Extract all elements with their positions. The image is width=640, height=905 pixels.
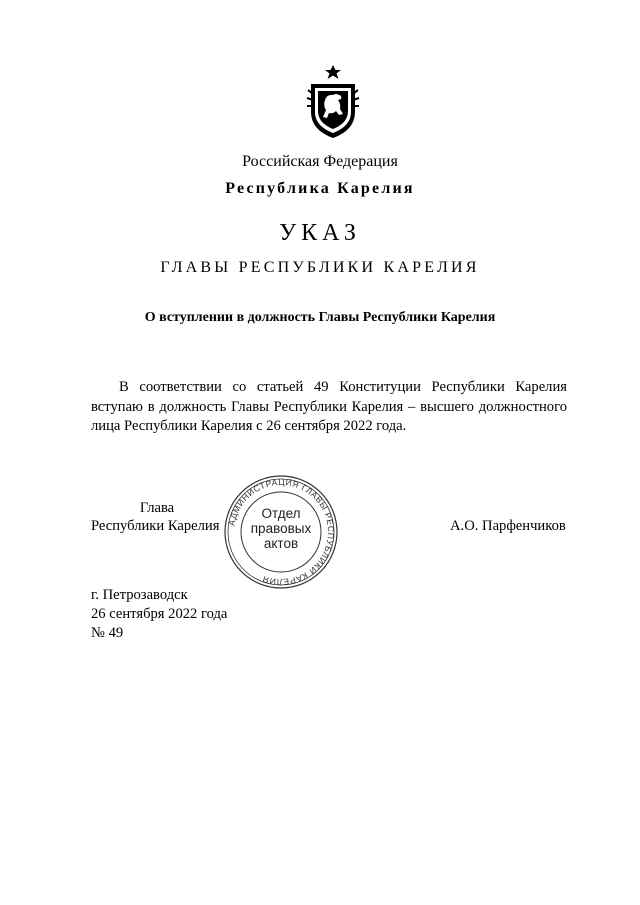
city: г. Петрозаводск <box>91 587 188 603</box>
country-name: Российская Федерация <box>242 153 398 170</box>
body-paragraph: В соответствии со статьей 49 Конституции Республики Карелия вступаю в должность Главы Республики Карелия – высшего должностного лица Республики Карелия с 26 сентября 2022 года. <box>91 379 567 434</box>
republic-name: Республика Карелия <box>225 180 415 197</box>
stamp-line2: правовых <box>250 521 312 536</box>
signature-name: А.О. Парфенчиков <box>450 518 566 534</box>
document-type: УКАЗ <box>279 220 361 246</box>
stamp-ring-text: АДМИНИСТРАЦИЯ ГЛАВЫ РЕСПУБЛИКИ КАРЕЛИЯ <box>226 476 337 588</box>
document-date: 26 сентября 2022 года <box>91 606 228 622</box>
stamp-line1: Отдел <box>261 506 301 521</box>
document-footer <box>91 586 227 643</box>
official-stamp <box>222 474 340 590</box>
signature-position-line2: Республики Карелия <box>91 518 220 534</box>
karelia-coat-of-arms-icon <box>305 64 361 140</box>
document-issuer: ГЛАВЫ РЕСПУБЛИКИ КАРЕЛИЯ <box>160 259 480 276</box>
signature-position-line1: Глава <box>139 500 175 516</box>
document-number: № 49 <box>91 625 124 641</box>
document-title: О вступлении в должность Главы Республики Карелия <box>144 310 496 325</box>
stamp-line3: актов <box>263 536 299 551</box>
